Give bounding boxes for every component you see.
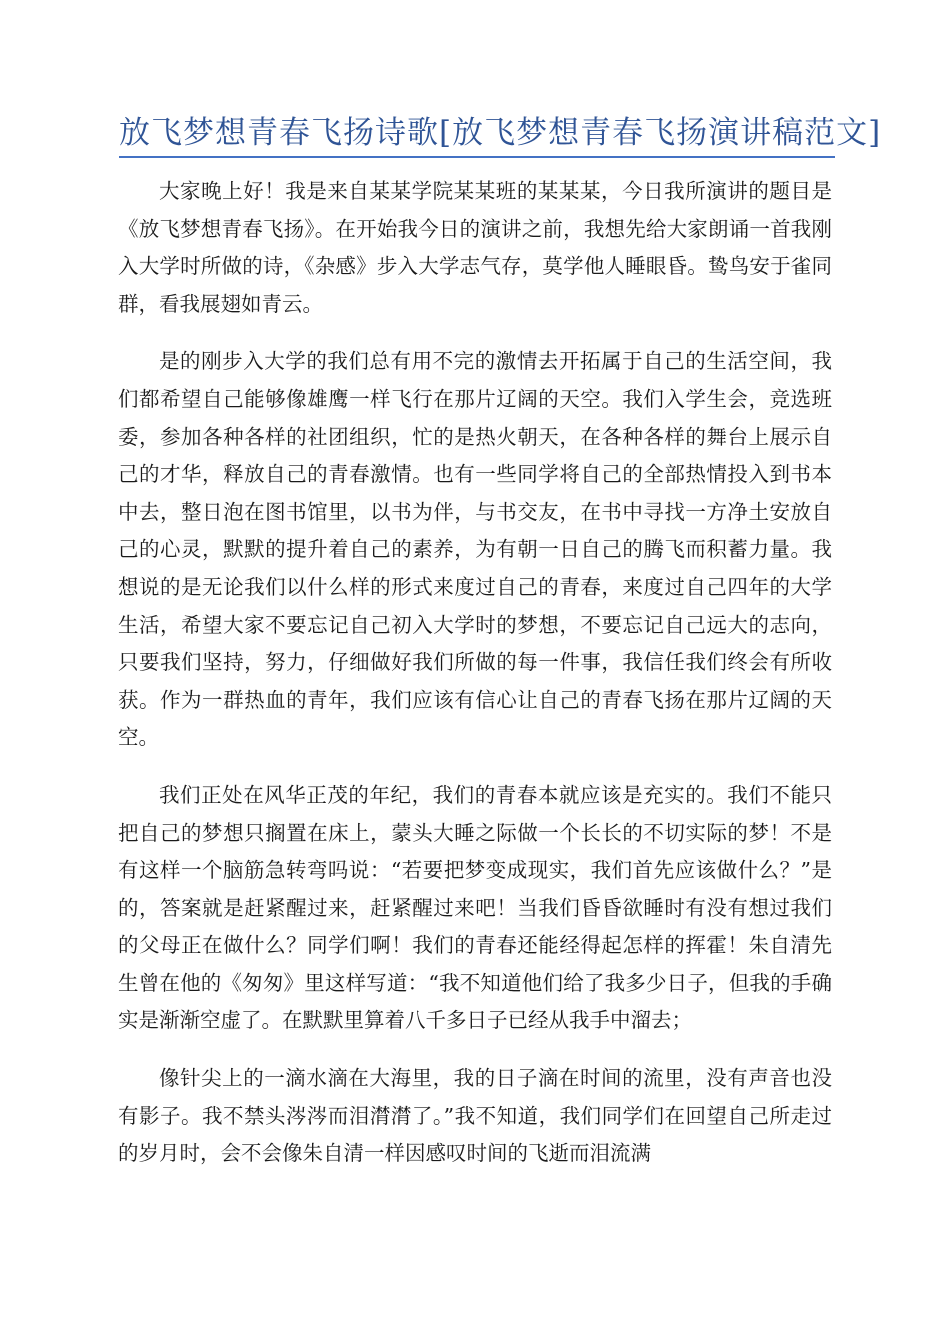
- body-paragraph: 我们正处在风华正茂的年纪，我们的青春本就应该是充实的。我们不能只把自己的梦想只搁置在床上，蒙头大睡之际做一个长长的不切实际的梦！不是有这样一个脑筋急转弯吗说：“若要把梦变成现实，我们首先应该做什么？”是的，答案就是赶紧醒过来，赶紧醒过来吧！当我们昏昏欲睡时有没有想过我们的父母正在做什么？同学们啊！我们的青春还能经得起怎样的挥霍！朱自清先生曾在他的《匆匆》里这样写道：“我不知道他们给了我多少日子，但我的手确实是渐渐空虚了。在默默里算着八千多日子已经从我手中溜去；: [118, 782, 832, 1033]
- document-body: [118, 173, 832, 1193]
- document-title: 放飞梦想青春飞扬诗歌[放飞梦想青春飞扬演讲稿范文]: [119, 115, 882, 151]
- body-paragraph: 像针尖上的一滴水滴在大海里，我的日子滴在时间的流里，没有声音也没有影子。我不禁头涔涔而泪潸潸了。”我不知道，我们同学们在回望自己所走过的岁月时，会不会像朱自清一样因感叹时间的飞逝而泪流满: [118, 1066, 832, 1166]
- body-paragraph: 是的刚步入大学的我们总有用不完的激情去开拓属于自己的生活空间，我们都希望自己能够像雄鹰一样飞行在那片辽阔的天空。我们入学生会，竞选班委，参加各种各样的社团组织，忙的是热火朝天，在各种各样的舞台上展示自己的才华，释放自己的青春激情。也有一些同学将自己的全部热情投入到书本中去，整日泡在图书馆里，以书为伴，与书交友，在书中寻找一方净土安放自己的心灵，默默的提升着自己的素养，为有朝一日自己的腾飞而积蓄力量。我想说的是无论我们以什么样的形式来度过自己的青春，来度过自己四年的大学生活，希望大家不要忘记自己初入大学时的梦想，不要忘记自己远大的志向，只要我们坚持，努力，仔细做好我们所做的每一件事，我信任我们终会有所收获。作为一群热血的青年，我们应该有信心让自己的青春飞扬在那片辽阔的天空。: [118, 349, 832, 750]
- body-paragraph: 大家晚上好！我是来自某某学院某某班的某某某，今日我所演讲的题目是《放飞梦想青春飞扬》。在开始我今日的演讲之前，我想先给大家朗诵一首我刚入大学时所做的诗，《杂感》步入大学志气存，莫学他人睡眼昏。鸷鸟安于雀同群，看我展翅如青云。: [118, 179, 832, 316]
- title-underline: [119, 156, 835, 158]
